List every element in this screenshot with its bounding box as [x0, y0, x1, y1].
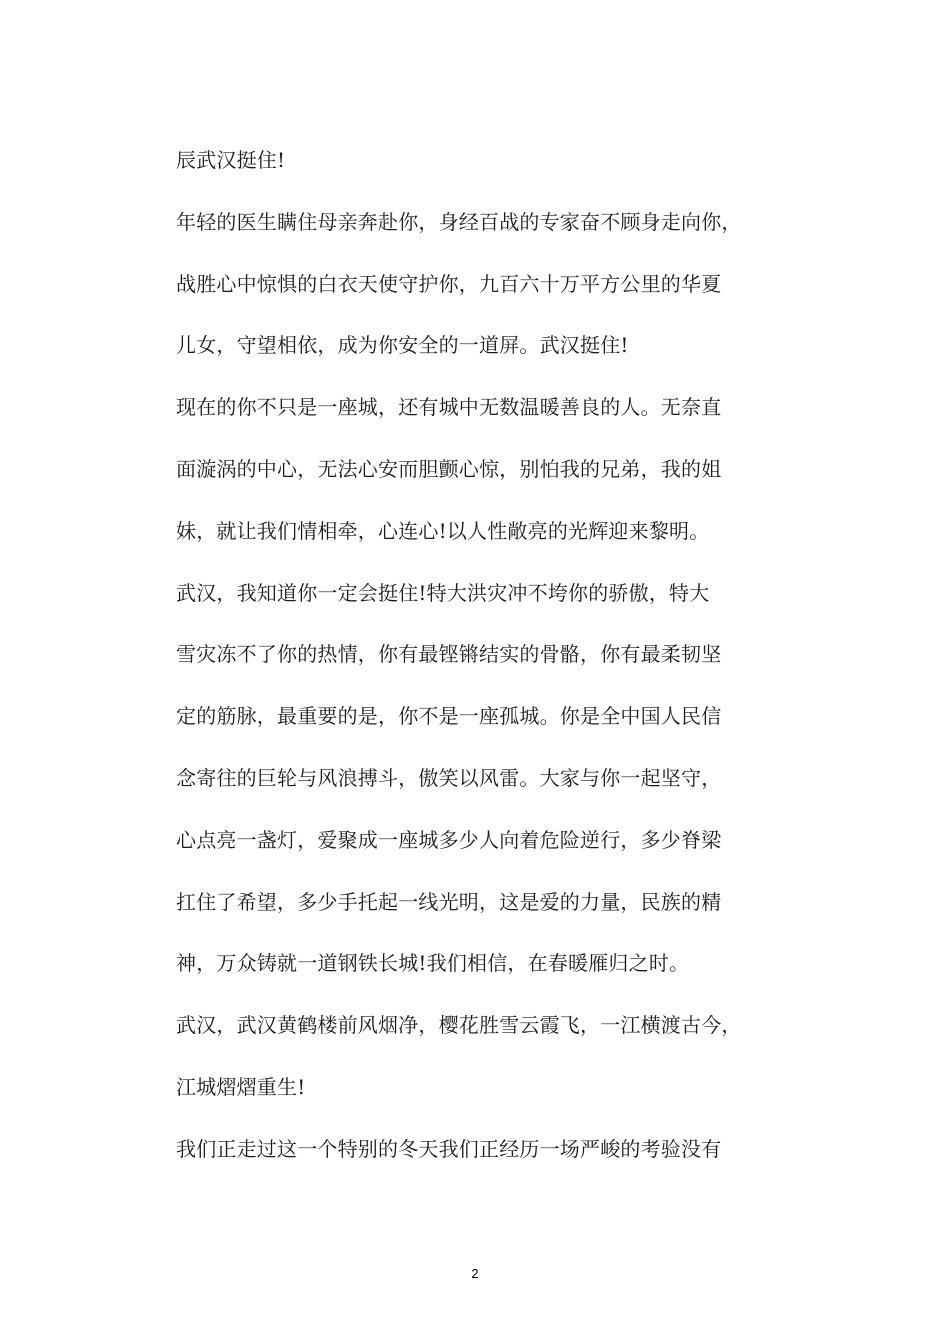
text-line: 心点亮一盏灯，爱聚成一座城多少人向着危险逆行，多少脊梁	[176, 827, 722, 852]
text-line: 江城熠熠重生!	[176, 1074, 306, 1099]
text-line: 儿女，守望相依，成为你安全的一道屏。武汉挺住!	[176, 333, 629, 358]
text-line: 辰武汉挺住!	[176, 148, 286, 172]
text-line: 武汉，我知道你一定会挺住!特大洪灾冲不垮你的骄傲，特大	[176, 580, 710, 605]
text-line: 扛住了希望，多少手托起一线光明，这是爱的力量，民族的精	[176, 889, 722, 914]
text-line: 现在的你不只是一座城，还有城中无数温暖善良的人。无奈直	[176, 395, 722, 420]
text-line: 神，万众铸就一道钢铁长城!我们相信，在春暖雁归之时。	[176, 951, 690, 976]
body-text	[176, 130, 742, 1181]
page-number: 2	[471, 1266, 479, 1281]
text-line: 念寄往的巨轮与风浪搏斗，傲笑以风雷。大家与你一起坚守，	[176, 765, 722, 790]
text-line: 武汉，武汉黄鹤楼前风烟净，樱花胜雪云霞飞，一江横渡古今，	[176, 1013, 742, 1038]
text-line: 战胜心中惊惧的白衣天使守护你，九百六十万平方公里的华夏	[176, 271, 722, 296]
text-line: 定的筋脉，最重要的是，你不是一座孤城。你是全中国人民信	[176, 704, 722, 729]
text-line: 雪灾冻不了你的热情，你有最铿锵结实的骨骼，你有最柔韧坚	[176, 642, 722, 667]
text-line: 面漩涡的中心，无法心安而胆颤心惊，别怕我的兄弟，我的姐	[176, 456, 722, 481]
text-line: 年轻的医生瞒住母亲奔赴你，身经百战的专家奋不顾身走向你，	[176, 209, 742, 234]
text-line: 妹，就让我们情相牵，心连心!以人性敞亮的光辉迎来黎明。	[176, 518, 710, 543]
text-line: 我们正走过这一个特别的冬天我们正经历一场严峻的考验没有	[176, 1136, 722, 1161]
